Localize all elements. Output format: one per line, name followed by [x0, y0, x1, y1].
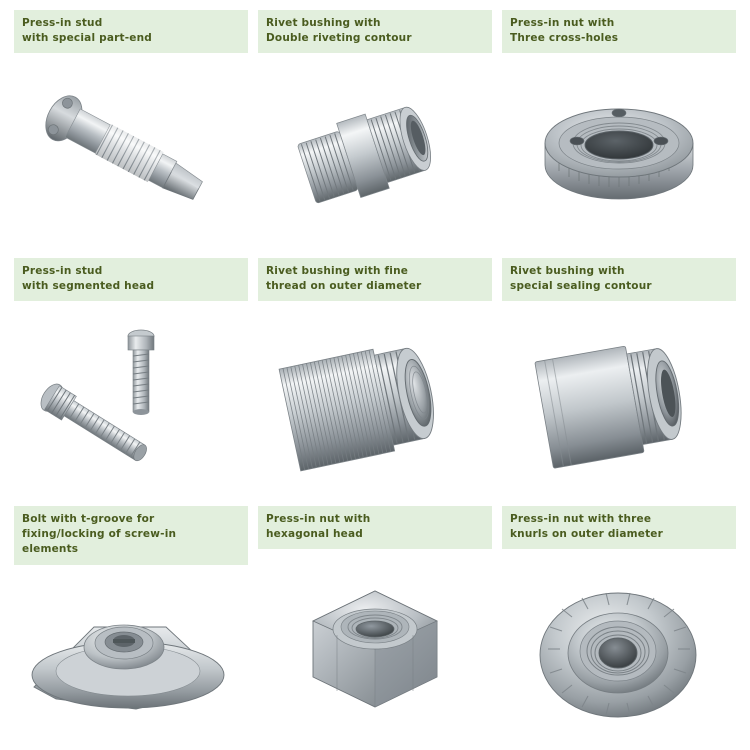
product-caption [258, 10, 492, 53]
caption-line: Rivet bushing with [266, 17, 381, 29]
caption-line: Rivet bushing with [510, 265, 625, 277]
product-image-rivet-bushing-sealing-contour [502, 301, 736, 502]
caption-line: Press-in nut with [266, 513, 371, 525]
caption-line: with special part-end [22, 32, 152, 45]
product-image-bolt-with-t-groove [14, 565, 248, 750]
product-cell [258, 10, 492, 254]
caption-line: Bolt with t-groove for [22, 513, 155, 525]
product-caption [14, 10, 248, 53]
product-caption [502, 258, 736, 301]
caption-line: Press-in stud [22, 17, 103, 29]
product-cell [502, 258, 736, 502]
product-cell [14, 258, 248, 502]
caption-line: hexagonal head [266, 528, 363, 541]
caption-line: Three cross-holes [510, 32, 619, 45]
product-image-press-in-nut-three-cross-holes [502, 53, 736, 254]
product-caption [258, 258, 492, 301]
product-cell [14, 506, 248, 750]
product-cell [502, 10, 736, 254]
product-caption [258, 506, 492, 549]
caption-line: with segmented head [22, 280, 155, 293]
caption-line: Press-in stud [22, 265, 103, 277]
caption-line: knurls on outer diameter [510, 528, 664, 541]
caption-line: thread on outer diameter [266, 280, 422, 293]
product-image-rivet-bushing-double-riveting-contour [258, 53, 492, 254]
product-image-rivet-bushing-fine-thread [258, 301, 492, 502]
caption-line: special sealing contour [510, 280, 652, 293]
caption-line: Press-in nut with three [510, 513, 652, 525]
product-image-press-in-stud-special-part-end [14, 53, 248, 254]
product-cell [258, 258, 492, 502]
product-caption [502, 506, 736, 549]
caption-line: Double riveting contour [266, 32, 412, 45]
product-cell [258, 506, 492, 750]
product-caption [502, 10, 736, 53]
product-image-press-in-nut-three-knurls [502, 549, 736, 750]
product-grid [14, 10, 736, 750]
caption-line: Rivet bushing with fine [266, 265, 409, 277]
caption-line: Press-in nut with [510, 17, 615, 29]
product-caption [14, 506, 248, 565]
product-image-press-in-nut-hexagonal-head [258, 549, 492, 750]
caption-line: elements [22, 543, 79, 556]
product-cell [14, 10, 248, 254]
product-caption [14, 258, 248, 301]
product-cell [502, 506, 736, 750]
caption-line: fixing/locking of screw-in [22, 528, 177, 541]
product-image-press-in-stud-segmented-head [14, 301, 248, 502]
